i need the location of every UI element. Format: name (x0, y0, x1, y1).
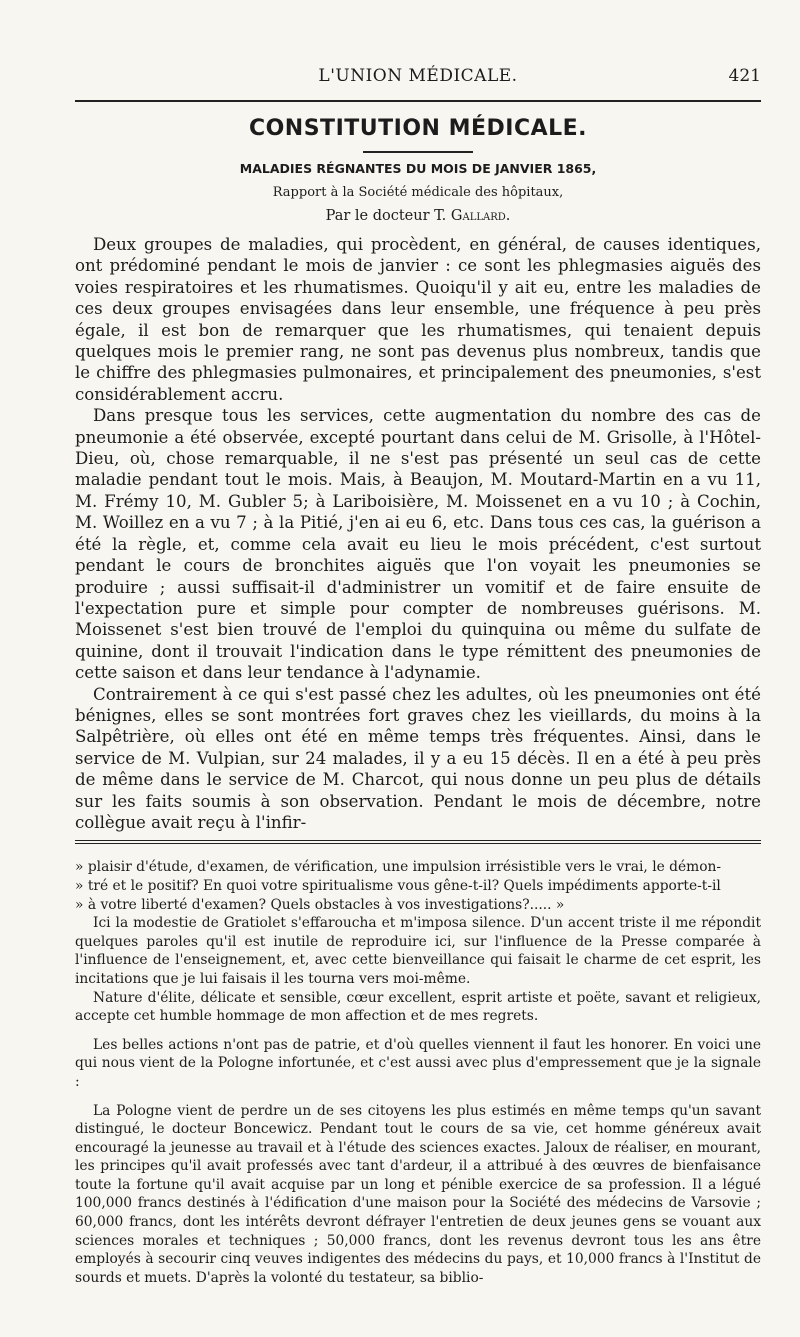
body-paragraph: Contrairement à ce qui s'est passé chez les adultes, où les pneumonies ont été bénignes, elles se sont montrées fort graves chez les vieillards, du moins à la Salpêtrière, où elles ont été en même temps très fréquentes. Ainsi, dans le service de M. Vulpian, sur 24 malades, il y a eu 15 décès. Il en a été à peu près de même dans le service de M. Charcot, qui nous donne un peu plus de détails sur les faits soumis à son observation. Pendant le mois de décembre, notre collègue avait reçu à l'infir- (75, 684, 761, 832)
journal-page (75, 66, 761, 1287)
footnote-section (75, 858, 761, 1287)
author-prefix: Par le docteur T. (325, 208, 451, 224)
footnote-paragraph: Nature d'élite, délicate et sensible, cœur excellent, esprit artiste et poëte, savant et religieux, accepte cet humble hommage de mon affection et de mes regrets. (75, 989, 761, 1025)
body-paragraph: Deux groupes de maladies, qui procèdent, en général, de causes identiques, ont prédominé pendant le mois de janvier : ce sont les phlegmasies aiguës des voies respiratoires et les rhumatismes. Quoiqu'il y ait eu, entre les maladies de ces deux groupes envisagées dans leur ensemble, une fréquence à peu près égale, il est bon de remarquer que les rhumatismes, qui tenaient depuis quelques mois le premier rang, ne sont pas devenus plus nombreux, tandis que le chiffre des phlegmasies pulmonaires, et principalement des pneumonies, s'est considérablement accru. (75, 235, 761, 404)
quote-line: » plaisir d'étude, d'examen, de vérification, une impulsion irrésistible vers le vrai, le démon- (75, 859, 722, 876)
running-head (75, 66, 761, 96)
header-rule (75, 100, 761, 102)
running-title: L'UNION MÉDICALE. (318, 66, 518, 86)
author-line (75, 208, 761, 224)
article-subtitle: MALADIES RÉGNANTES DU MOIS DE JANVIER 1865, (239, 161, 597, 176)
page-number: 421 (728, 66, 761, 86)
quote-line: » tré et le positif? En quoi votre spiritualisme vous gêne-t-il? Quels impédiments apporte-t-il (75, 877, 721, 894)
report-line: Rapport à la Société médicale des hôpitaux, (272, 185, 564, 200)
article-body (75, 234, 761, 833)
footnote-rule (75, 840, 761, 844)
author-name: Gallard. (450, 208, 511, 224)
body-paragraph: Dans presque tous les services, cette augmentation du nombre des cas de pneumonie a été observée, excepté pourtant dans celui de M. Grisolle, à l'Hôtel-Dieu, où, chose remarquable, il ne s'est pas présenté un seul cas de cette maladie pendant tout le mois. Mais, à Beaujon, M. Moutard-Martin en a vu 11, M. Frémy 10, M. Gubler 5; à Lariboisière, M. Moissenet en a vu 10 ; à Cochin, M. Woillez en a vu 7 ; à la Pitié, j'en ai eu 6, etc. Dans tous ces cas, la guérison a été la règle, et, comme cela avait eu lieu le mois précédent, c'est surtout pendant le cours de bronchites aiguës que l'on voyait les pneumonies se produire ; aussi suffisait-il d'administrer un vomitif et de faire ensuite de l'expectation pure et simple pour compter de nombreuses guérisons. M. Moissenet s'est bien trouvé de l'emploi du quinquina ou même du sulfate de quinine, dont il trouvait l'indication dans le type rémittent des pneumonies de cette saison et dans leur tendance à l'adynamie. (75, 406, 761, 683)
news-paragraph: Les belles actions n'ont pas de patrie, et d'où quelles viennent il faut les honorer. En voici une qui nous vient de la Pologne infortunée, et c'est aussi avec plus d'empressement que je la signale : (75, 1036, 761, 1090)
news-paragraph: La Pologne vient de perdre un de ses citoyens les plus estimés en même temps qu'un savant distingué, le docteur Boncewicz. Pendant tout le cours de sa vie, cet homme généreux avait encouragé la jeunesse au travail et à l'étude des sciences exactes. Jaloux de réaliser, en mourant, les principes qu'il avait professés avec tant d'ardeur, il a attribué à des œuvres de bienfaisance toute la fortune qu'il avait acquise par un long et pénible exercice de sa profession. Il a légué 100,000 francs destinés à l'édification d'une maison pour la Société des médecins de Varsovie ; 60,000 francs, dont les intérêts devront défrayer l'entretien de deux jeunes gens se vouant aux sciences morales et techniques ; 50,000 francs, dont les revenus devront tous les ans être employés à secourir cinq veuves indigentes des médecins du pays, et 10,000 francs à l'Institut de sourds et muets. D'après la volonté du testateur, sa biblio- (75, 1102, 761, 1286)
title-rule (363, 151, 473, 153)
footnote-paragraph: Ici la modestie de Gratiolet s'effaroucha et m'imposa silence. D'un accent triste il me répondit quelques paroles qu'il est inutile de reproduire ici, sur l'influence de la Presse comparée à l'influence de l'enseignement, et, avec cette bienveillance qui faisait le charme de cet esprit, les incitations que je lui faisais il les tourna vers moi-même. (75, 915, 761, 987)
quote-line: » à votre liberté d'examen? Quels obstacles à vos investigations?..... » (75, 896, 565, 913)
article-title: CONSTITUTION MÉDICALE. (248, 116, 588, 141)
